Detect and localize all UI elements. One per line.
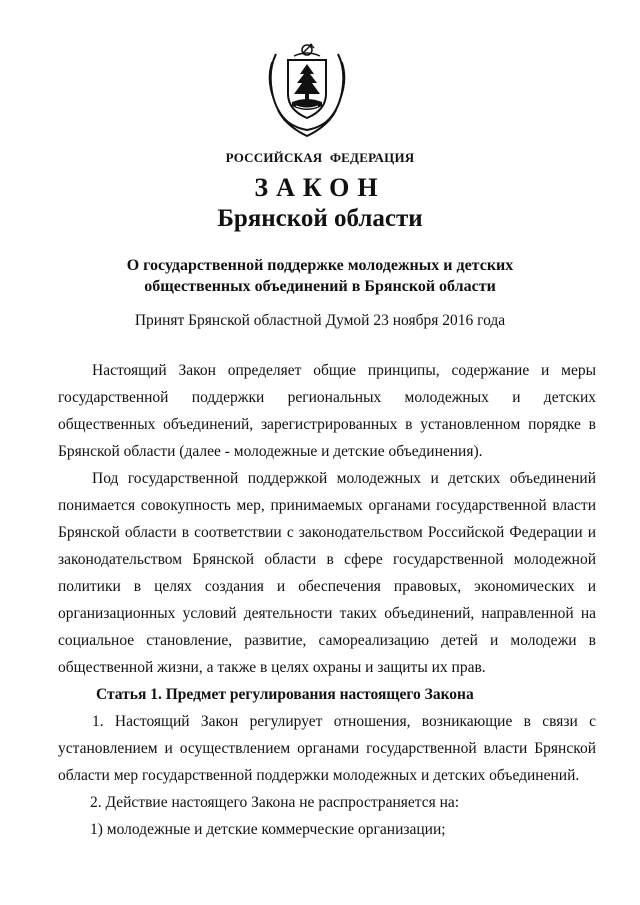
preamble-paragraph-1: Настоящий Закон определяет общие принципы, содержание и меры государственной поддержки региональных молодежных и детских общественных объединений, зарегистрированных в установленном порядке в Брянской области (далее - молодежные и детские объединения). xyxy=(58,362,596,460)
article-1-part-1: 1. Настоящий Закон регулирует отношения, возникающие в связи с установлением и осуществлением органами государственной власти Брянской области мер государственной поддержки молодежных и детских объединений. xyxy=(58,713,596,784)
law-title-line-2: общественных объединений в Брянской области xyxy=(144,278,496,295)
document-type: ЗАКОН xyxy=(254,173,386,202)
article-1-part-2-item-1: 1) молодежные и детские коммерческие организации; xyxy=(90,821,446,838)
adoption-note: Принят Брянской областной Думой 23 ноября 2016 года xyxy=(134,312,506,329)
region-name: Брянской области xyxy=(217,205,423,232)
article-1-part-2: 2. Действие настоящего Закона не распространяется на: xyxy=(90,794,460,811)
preamble-paragraph-2: Под государственной поддержкой молодежных и детских объединений понимается совокупность мер, принимаемых органами государственной власти Брянской области в соответствии с законодательством Российской Федерации и законодательством Брянской области в сфере государственной молодежной политики в целях создания и обеспечения правовых, экономических и организационных условий деятельности таких объединений, направленной на социальное становление, развитие, самореализацию детей и молодежи в общественной жизни, а также в целях охраны и защиты их прав. xyxy=(58,470,596,676)
federation-label: РОССИЙСКАЯ ФЕДЕРАЦИЯ xyxy=(225,150,415,165)
coat-of-arms-bryansk-icon xyxy=(266,40,348,140)
law-body xyxy=(58,357,596,843)
article-1-heading: Статья 1. Предмет регулирования настоящего Закона xyxy=(96,686,474,703)
law-title-line-1: О государственной поддержке молодежных и детских xyxy=(126,257,514,274)
law-title xyxy=(0,255,640,297)
